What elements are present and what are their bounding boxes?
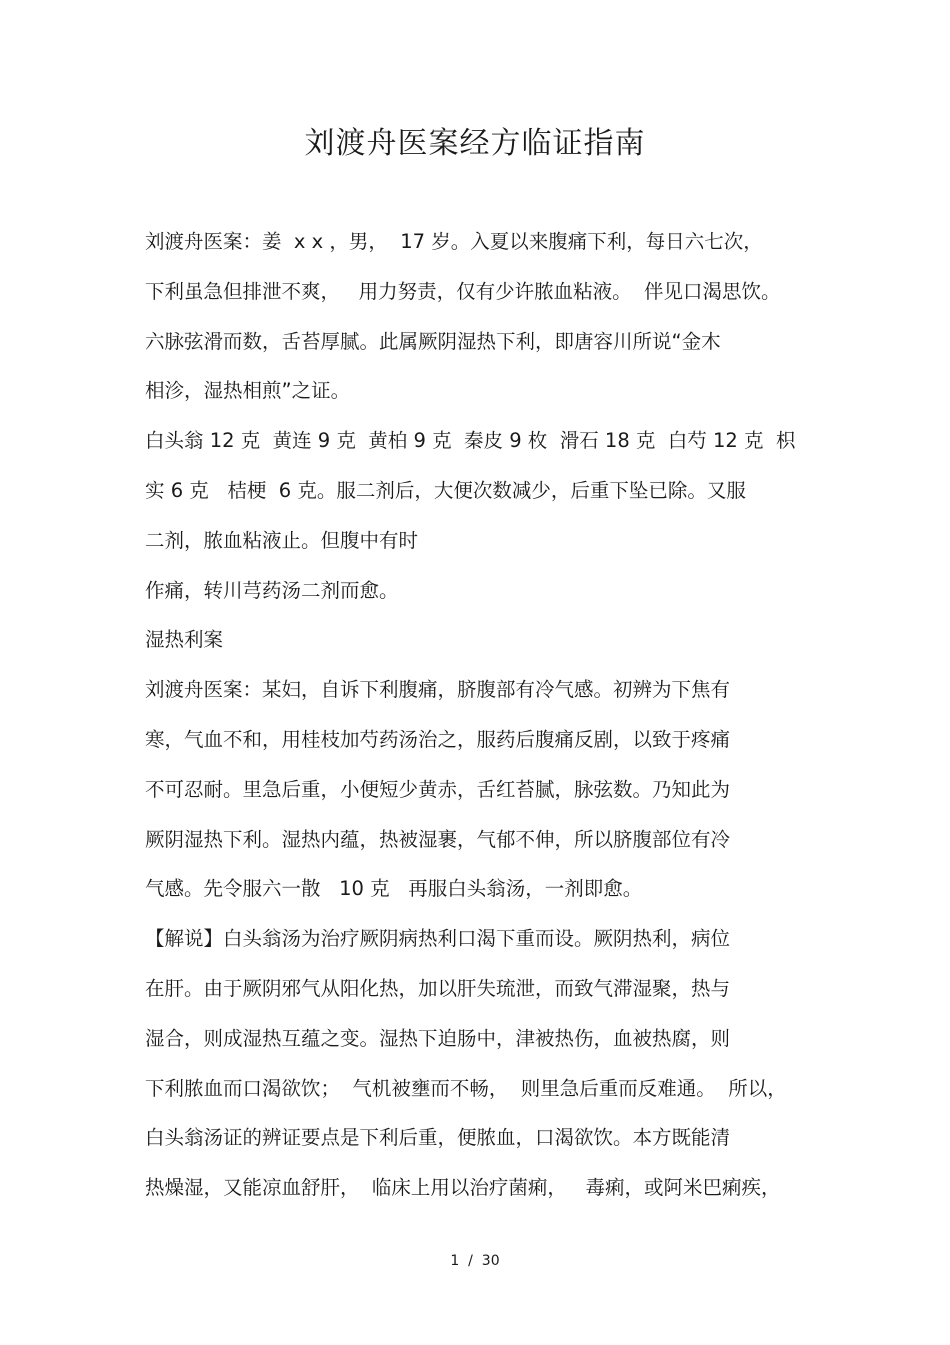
text-line: 刘渡舟医案：姜 x x ，男， 17 岁。入夏以来腹痛下利，每日六七次， (145, 230, 763, 253)
text-line: 热燥湿，又能凉血舒肝， 临床上用以治疗菌痢， 毒痢，或阿米巴痢疾， (145, 1176, 781, 1199)
text-line: 湿合，则成湿热互蕴之变。湿热下迫肠中，津被热伤，血被热腐，则 (145, 1027, 731, 1050)
text-line: 下利虽急但排泄不爽， 用力努责，仅有少许脓血粘液。 伴见口渴思饮。 (145, 280, 781, 303)
text-line: 厥阴湿热下利。湿热内蕴，热被湿裹，气郁不伸，所以脐腹部位有冷 (145, 828, 731, 851)
text-line: 下利脓血而口渴欲饮； 气机被壅而不畅， 则里急后重而反难通。 所以， (145, 1077, 787, 1100)
text-line: 实 6 克 桔梗 6 克。服二剂后，大便次数减少，后重下坠已除。又服 (145, 479, 746, 502)
text-line: 气感。先令服六一散 10 克 再服白头翁汤，一剂即愈。 (145, 877, 643, 900)
text-line: 不可忍耐。里急后重，小便短少黄赤，舌红苔腻，脉弦数。乃知此为 (145, 778, 731, 801)
text-line: 作痛，转川芎药汤二剂而愈。 (145, 579, 399, 602)
text-line: 寒，气血不和，用桂枝加芍药汤治之，服药后腹痛反剧，以致于疼痛 (145, 728, 731, 751)
text-line: 二剂，脓血粘液止。但腹中有时 (145, 529, 419, 552)
text-line: 白头翁汤证的辨证要点是下利后重，便脓血，口渴欲饮。本方既能清 (145, 1126, 731, 1149)
text-line: 白头翁 12 克 黄连 9 克 黄柏 9 克 秦皮 9 枚 滑石 18 克 白芍 12 克 枳 (145, 429, 796, 452)
text-line: 相沴，湿热相煎”之证。 (145, 379, 351, 402)
section-heading: 湿热利案 (145, 628, 224, 651)
text-line: 在肝。由于厥阴邪气从阳化热，加以肝失琉泄，而致气滞湿聚，热与 (145, 977, 731, 1000)
text-line: 刘渡舟医案：某妇，自诉下利腹痛，脐腹部有冷气感。初辨为下焦有 (145, 678, 731, 701)
page-title: 刘渡舟医案经方临证指南 (304, 126, 646, 161)
text-line: 【解说】白头翁汤为治疗厥阴病热利口渴下重而设。厥阴热利，病位 (145, 927, 731, 950)
text-line: 六脉弦滑而数，舌苔厚腻。此属厥阴湿热下利，即唐容川所说“金木 (145, 330, 721, 353)
page-number: 1 / 30 (450, 1253, 500, 1269)
